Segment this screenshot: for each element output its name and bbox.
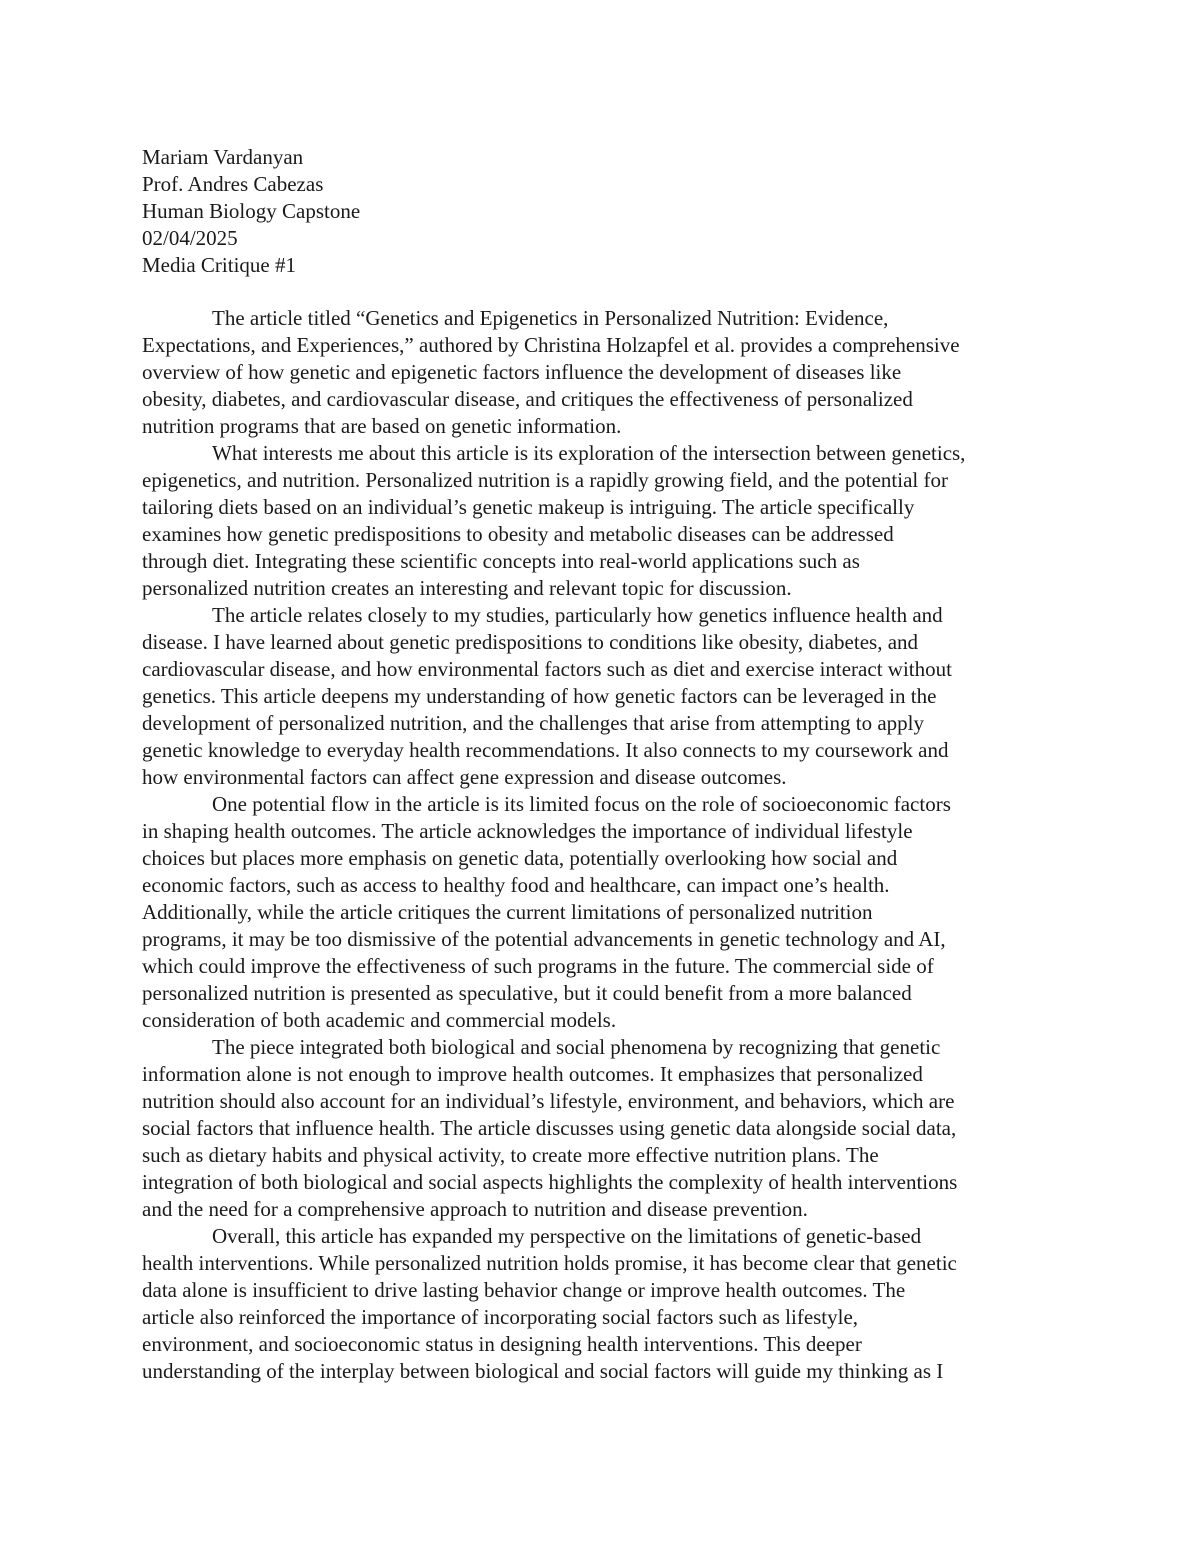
text-line: economic factors, such as access to healthy food and healthcare, can impact one’s health. [142, 873, 890, 897]
text-line: which could improve the effectiveness of such programs in the future. The commercial side of [142, 954, 934, 978]
text-line: nutrition should also account for an individual’s lifestyle, environment, and behaviors, which are [142, 1089, 955, 1113]
text-line: cardiovascular disease, and how environmental factors such as diet and exercise interact without [142, 657, 952, 681]
text-line: disease. I have learned about genetic predispositions to conditions like obesity, diabetes, and [142, 630, 919, 654]
text-line: health interventions. While personalized nutrition holds promise, it has become clear that genetic [142, 1251, 957, 1275]
text-line: development of personalized nutrition, and the challenges that arise from attempting to apply [142, 711, 925, 735]
paragraph-5 [142, 1034, 1062, 1223]
text-line: integration of both biological and social aspects highlights the complexity of health interventions [142, 1170, 958, 1194]
text-line: epigenetics, and nutrition. Personalized nutrition is a rapidly growing field, and the potential for [142, 468, 948, 492]
paragraph-2 [142, 440, 1062, 602]
document-date: 02/04/2025 [142, 226, 238, 250]
text-line: Expectations, and Experiences,” authored by Christina Holzapfel et al. provides a comprehensive [142, 333, 960, 357]
paragraph-3 [142, 602, 1062, 791]
text-line: information alone is not enough to improve health outcomes. It emphasizes that personalized [142, 1062, 923, 1086]
text-line: personalized nutrition creates an interesting and relevant topic for discussion. [142, 576, 792, 600]
paragraph-4 [142, 791, 1062, 1034]
text-line: The piece integrated both biological and social phenomena by recognizing that genetic [212, 1035, 941, 1059]
text-line: in shaping health outcomes. The article acknowledges the importance of individual lifestyle [142, 819, 913, 843]
course-name: Human Biology Capstone [142, 199, 361, 223]
text-line: through diet. Integrating these scientific concepts into real-world applications such as [142, 549, 860, 573]
text-line: The article relates closely to my studies, particularly how genetics influence health and [212, 603, 943, 627]
text-line: such as dietary habits and physical activity, to create more effective nutrition plans. The [142, 1143, 879, 1167]
document-header [142, 144, 1062, 279]
text-line: genetics. This article deepens my understanding of how genetic factors can be leveraged in the [142, 684, 937, 708]
text-line: overview of how genetic and epigenetic factors influence the development of diseases like [142, 360, 902, 384]
text-line: examines how genetic predispositions to obesity and metabolic diseases can be addressed [142, 522, 894, 546]
text-line: consideration of both academic and commercial models. [142, 1008, 617, 1032]
text-line: how environmental factors can affect gene expression and disease outcomes. [142, 765, 787, 789]
paragraph-1 [142, 305, 1062, 440]
text-line: nutrition programs that are based on genetic information. [142, 414, 622, 438]
assignment-title: Media Critique #1 [142, 253, 296, 277]
text-line: Overall, this article has expanded my perspective on the limitations of genetic-based [212, 1224, 922, 1248]
text-line: and the need for a comprehensive approach to nutrition and disease prevention. [142, 1197, 808, 1221]
text-line: genetic knowledge to everyday health recommendations. It also connects to my coursework and [142, 738, 949, 762]
text-line: data alone is insufficient to drive lasting behavior change or improve health outcomes. The [142, 1278, 906, 1302]
author-name: Mariam Vardanyan [142, 145, 304, 169]
text-line: What interests me about this article is its exploration of the intersection between genetics, [212, 441, 966, 465]
text-line: The article titled “Genetics and Epigenetics in Personalized Nutrition: Evidence, [212, 306, 889, 330]
document-body [142, 305, 1062, 1385]
text-line: obesity, diabetes, and cardiovascular disease, and critiques the effectiveness of personalized [142, 387, 913, 411]
professor-name: Prof. Andres Cabezas [142, 172, 324, 196]
text-line: One potential flow in the article is its limited focus on the role of socioeconomic factors [212, 792, 951, 816]
paragraph-6 [142, 1223, 1062, 1385]
text-line: choices but places more emphasis on genetic data, potentially overlooking how social and [142, 846, 898, 870]
text-line: programs, it may be too dismissive of the potential advancements in genetic technology and AI, [142, 927, 946, 951]
text-line: tailoring diets based on an individual’s genetic makeup is intriguing. The article specifically [142, 495, 915, 519]
text-line: social factors that influence health. The article discusses using genetic data alongside social data, [142, 1116, 957, 1140]
text-line: article also reinforced the importance of incorporating social factors such as lifestyle, [142, 1305, 859, 1329]
text-line: Additionally, while the article critiques the current limitations of personalized nutrition [142, 900, 873, 924]
text-line: personalized nutrition is presented as speculative, but it could benefit from a more balanced [142, 981, 912, 1005]
text-line: environment, and socioeconomic status in designing health interventions. This deeper [142, 1332, 862, 1356]
text-line: understanding of the interplay between biological and social factors will guide my thinking as I [142, 1359, 944, 1383]
